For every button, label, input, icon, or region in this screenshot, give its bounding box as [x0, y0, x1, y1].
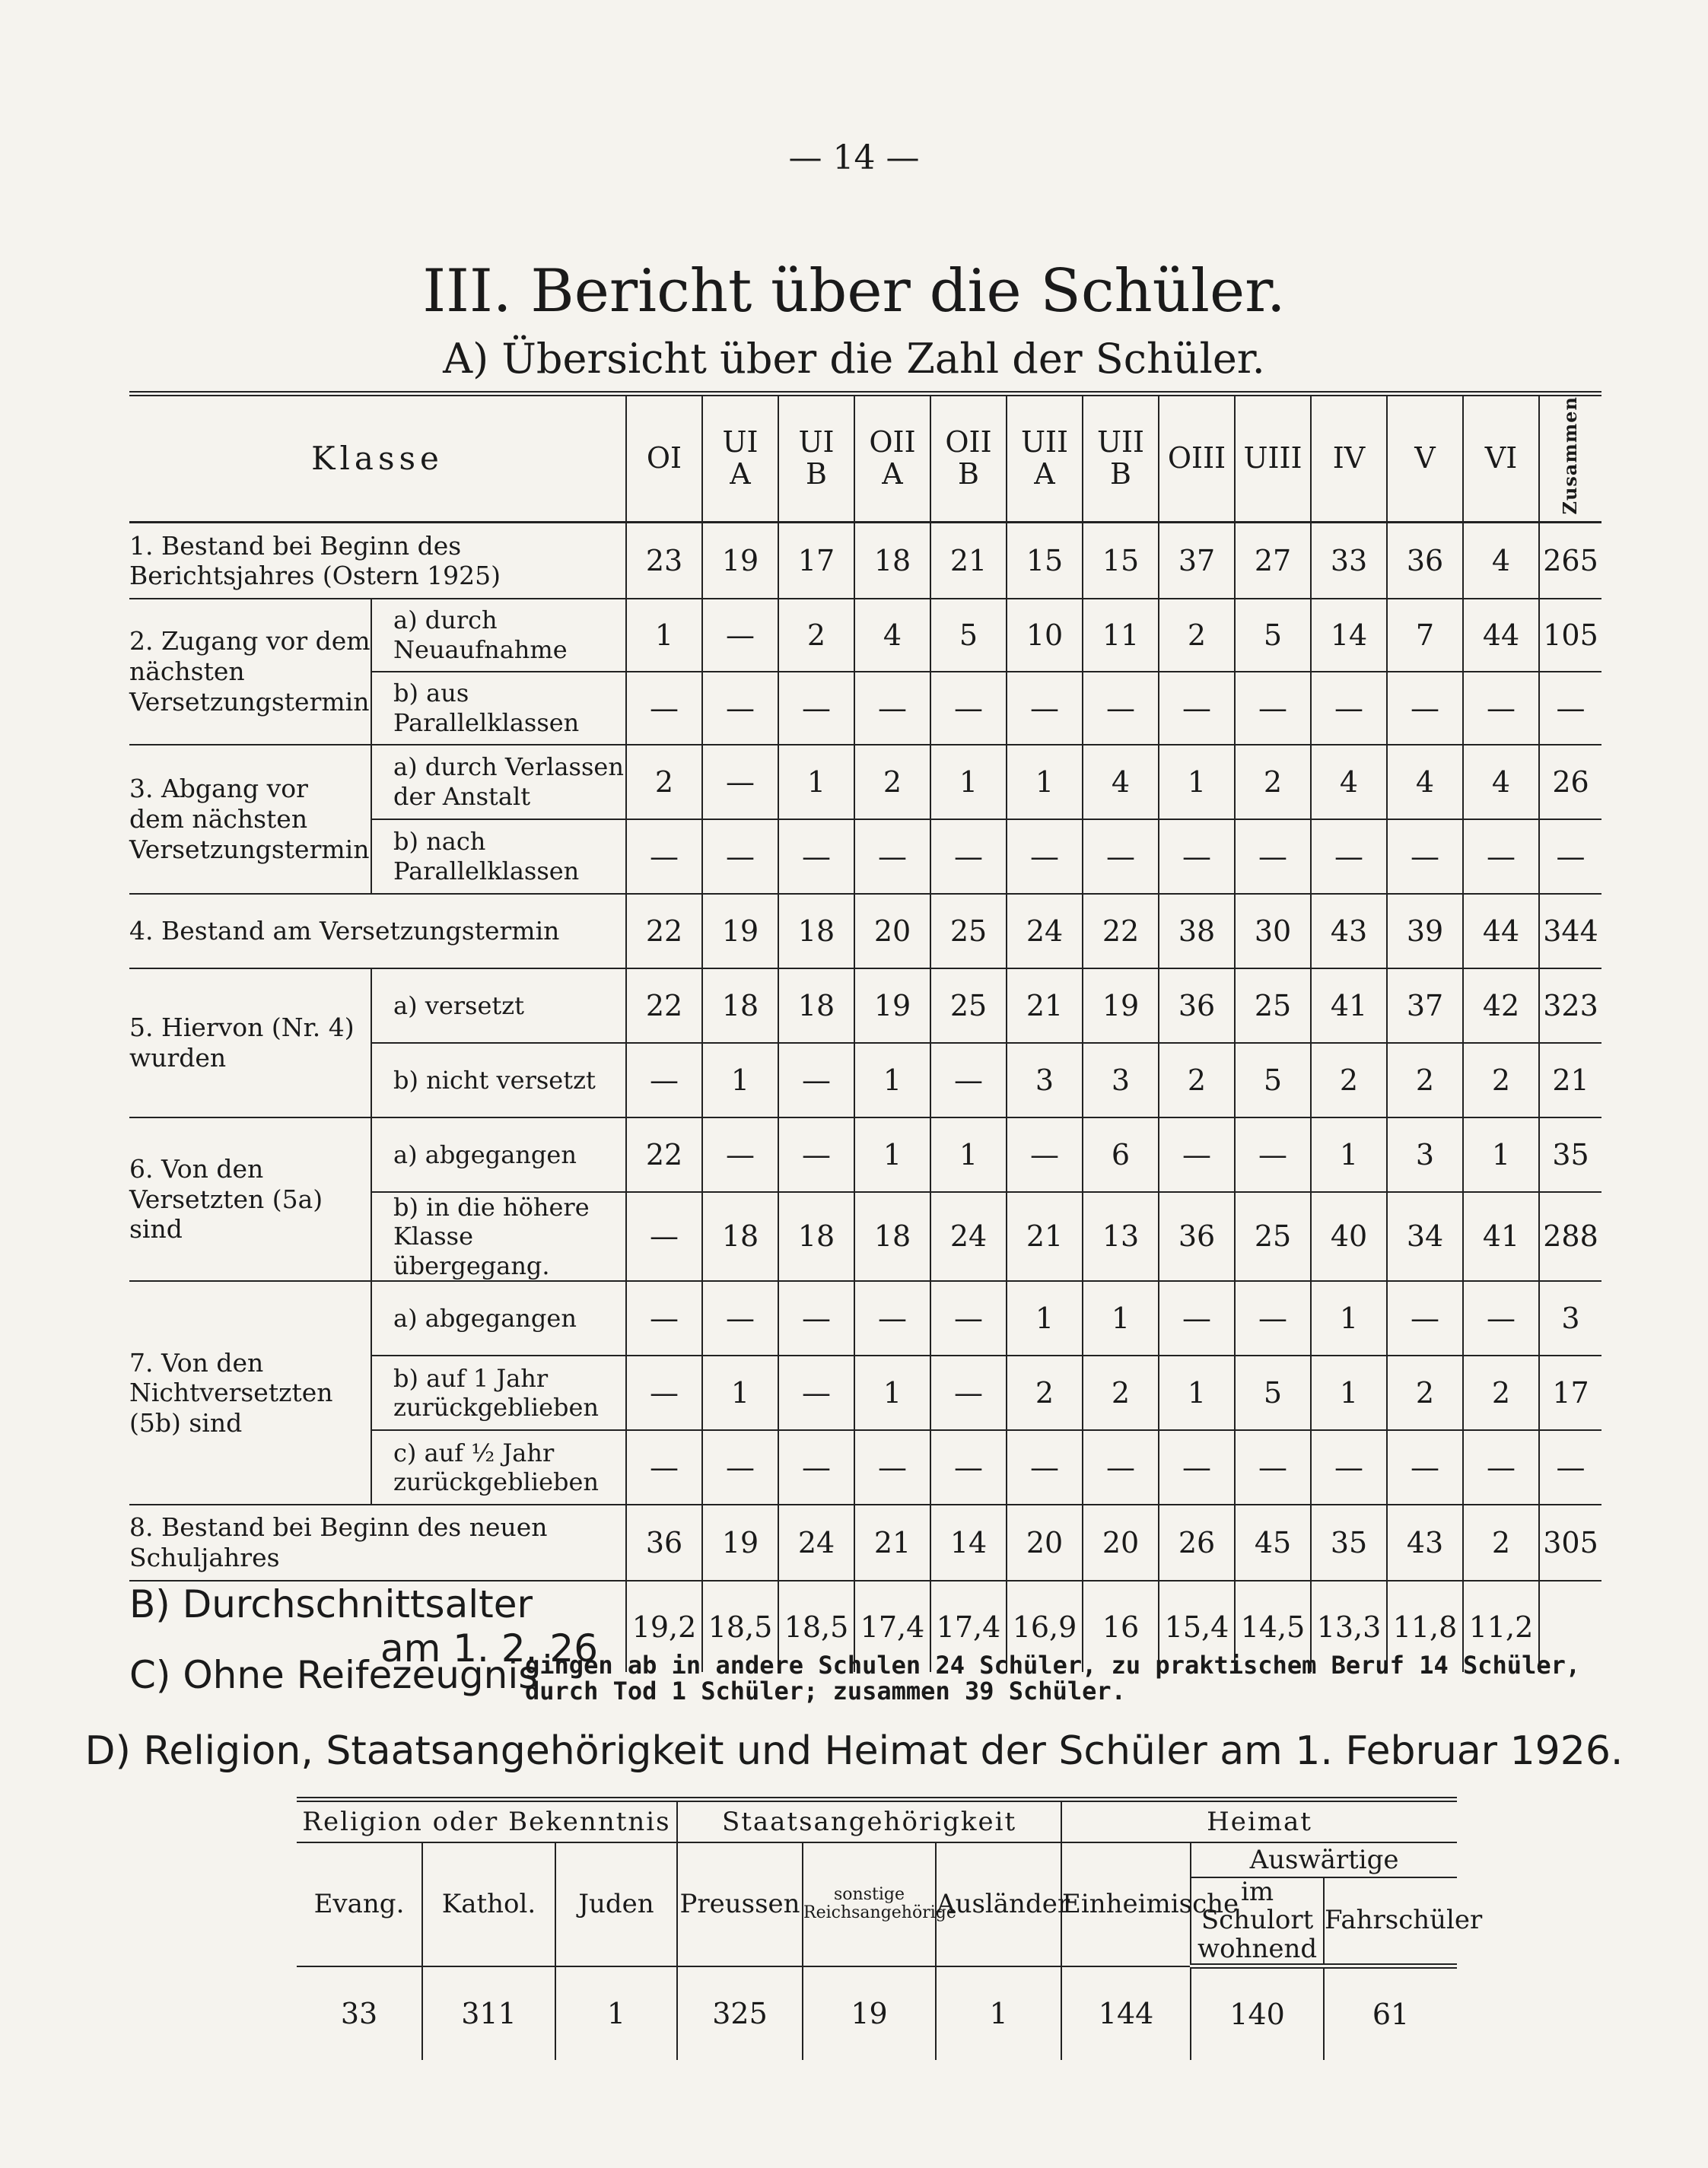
- value-cell: —: [626, 819, 702, 894]
- value-cell: 15: [1083, 523, 1159, 599]
- value-cell: 4: [1387, 745, 1463, 819]
- value-cell: 19: [702, 523, 778, 599]
- row-1: [129, 523, 1601, 599]
- value-cell: —: [626, 1043, 702, 1117]
- value-cell: —: [1539, 819, 1601, 894]
- section-c-label: C) Ohne Reifezeugnis: [129, 1653, 539, 1697]
- student-count-table: [129, 391, 1601, 1672]
- row-group-label: 5. Hiervon (Nr. 4) wurden: [129, 968, 371, 1117]
- value-cell: —: [702, 599, 778, 672]
- value-cell: —: [1007, 1117, 1083, 1192]
- value-cell: 33: [1311, 523, 1387, 599]
- header-juden: Juden: [555, 1842, 677, 1966]
- row-group-label: 7. Von den Nichtversetzten (5b) sind: [129, 1281, 371, 1505]
- value-cell: 18: [778, 894, 854, 968]
- value-cell: 23: [626, 523, 702, 599]
- value-cell: —: [1387, 1430, 1463, 1505]
- row-group-label: 3. Abgang vor dem nächsten Versetzungstermin: [129, 745, 371, 894]
- value-cell: 2: [1311, 1043, 1387, 1117]
- value-cell: —: [702, 1117, 778, 1192]
- value-cell: 1: [854, 1117, 930, 1192]
- value-cell: 4: [854, 599, 930, 672]
- value-cell: 1: [1311, 1281, 1387, 1356]
- value-cell: 42: [1463, 968, 1539, 1043]
- value-cell: 20: [1083, 1505, 1159, 1581]
- value-cell: —: [930, 819, 1007, 894]
- value-cell: —: [1311, 1430, 1387, 1505]
- value-cell: 22: [1083, 894, 1159, 968]
- value-cell: 2: [1387, 1043, 1463, 1117]
- value-cell: 1: [626, 599, 702, 672]
- value-cell: 105: [1539, 599, 1601, 672]
- section-c-text: gingen ab in andere Schulen 24 Schüler, zu praktischem Beruf 14 Schüler, durch Tod 1 Schüler; zusammen 39 Schüler.: [525, 1651, 1581, 1705]
- row-label: 1. Bestand bei Beginn des Berichtsjahres (Ostern 1925): [129, 523, 626, 599]
- value-cell: —: [1387, 1281, 1463, 1356]
- value-cell: 17,4: [854, 1581, 930, 1672]
- value-cell: 4: [1311, 745, 1387, 819]
- value-cell: 26: [1159, 1505, 1235, 1581]
- value-cell: —: [854, 672, 930, 745]
- row-label: 8. Bestand bei Beginn des neuen Schuljahres: [129, 1505, 626, 1581]
- value-cell: 3: [1007, 1043, 1083, 1117]
- value-cell: 2: [1083, 1356, 1159, 1430]
- value-cell: 19: [702, 894, 778, 968]
- value-cell: —: [1159, 1117, 1235, 1192]
- row-sub-label: a) durch Neuaufnahme: [371, 599, 626, 672]
- value-cell: 35: [1539, 1117, 1601, 1192]
- value-cell: —: [1007, 672, 1083, 745]
- col-header: OI: [626, 394, 702, 523]
- value-cell: 18: [778, 968, 854, 1043]
- value-cell: 41: [1463, 1192, 1539, 1281]
- header-evang: Evang.: [297, 1842, 422, 1966]
- value-cell: 10: [1007, 599, 1083, 672]
- value-cell: 38: [1159, 894, 1235, 968]
- value-cell: 40: [1311, 1192, 1387, 1281]
- average-age-label: B) Durchschnittsalter am 1. 2. 26: [129, 1582, 599, 1671]
- value-cell: 2: [1159, 599, 1235, 672]
- value-cell: 21: [930, 523, 1007, 599]
- value-cell: 37: [1159, 523, 1235, 599]
- value-cell: 20: [1007, 1505, 1083, 1581]
- value-cell: 2: [778, 599, 854, 672]
- value-cell: 17: [778, 523, 854, 599]
- row-sub-label: b) nach Parallelklassen: [371, 819, 626, 894]
- value-cell: 2: [1463, 1043, 1539, 1117]
- value-cell: —: [1235, 672, 1311, 745]
- value-cell: 36: [1387, 523, 1463, 599]
- value-cell: 18: [854, 523, 930, 599]
- value-cell: 27: [1235, 523, 1311, 599]
- value-cell: 22: [626, 894, 702, 968]
- value-auslaender: 1: [936, 1966, 1061, 2061]
- value-cell: —: [1539, 1430, 1601, 1505]
- row-4: [129, 894, 1601, 968]
- value-evang: 33: [340, 1996, 378, 2030]
- value-cell: 1: [1007, 745, 1083, 819]
- row-label: 4. Bestand am Versetzungstermin: [129, 894, 626, 968]
- value-cell: 18,5: [702, 1581, 778, 1672]
- row-sub-label: a) abgegangen: [371, 1281, 626, 1356]
- value-cell: 1: [1159, 1356, 1235, 1430]
- value-cell: 11,2: [1463, 1581, 1539, 1672]
- header-einheimische: Einheimische: [1061, 1842, 1191, 1966]
- value-juden: 1: [555, 1966, 677, 2061]
- value-cell: 1: [702, 1043, 778, 1117]
- value-cell: 5: [930, 599, 1007, 672]
- value-cell: 18: [702, 1192, 778, 1281]
- value-cell: 17: [1539, 1356, 1601, 1430]
- value-cell: 265: [1539, 523, 1601, 599]
- row-7a: [129, 1281, 1601, 1356]
- header-row: [129, 394, 1601, 523]
- value-cell: —: [778, 1043, 854, 1117]
- header-preussen: Preussen: [677, 1842, 803, 1966]
- value-cell: 41: [1311, 968, 1387, 1043]
- row-group-label: 6. Von den Versetzten (5a) sind: [129, 1117, 371, 1281]
- value-cell: 18: [854, 1192, 930, 1281]
- value-cell: 43: [1387, 1505, 1463, 1581]
- value-cell: 36: [1159, 1192, 1235, 1281]
- page-title: III. Bericht über die Schüler.: [422, 257, 1286, 326]
- value-cell: 25: [930, 894, 1007, 968]
- value-cell: —: [626, 1356, 702, 1430]
- staat-group-header: Staatsangehörigkeit: [677, 1800, 1061, 1843]
- header-auswaertige: Auswärtige: [1191, 1842, 1457, 1877]
- value-cell: 7: [1387, 599, 1463, 672]
- value-cell: 45: [1235, 1505, 1311, 1581]
- value-cell: 18: [702, 968, 778, 1043]
- value-cell: —: [1007, 1430, 1083, 1505]
- value-cell: 5: [1235, 599, 1311, 672]
- value-cell: 19: [1083, 968, 1159, 1043]
- value-cell: 21: [1007, 968, 1083, 1043]
- row-sub-label: a) durch Verlassen der Anstalt: [371, 745, 626, 819]
- value-cell: 2: [1463, 1356, 1539, 1430]
- value-cell: 1: [1083, 1281, 1159, 1356]
- value-cell: 4: [1463, 523, 1539, 599]
- value-cell: —: [702, 1281, 778, 1356]
- value-cell: 2: [626, 745, 702, 819]
- row-5a: [129, 968, 1601, 1043]
- value-cell: 5: [1235, 1356, 1311, 1430]
- header-fahrschueler: Fahrschüler: [1324, 1877, 1457, 1966]
- value-cell: 20: [854, 894, 930, 968]
- row-sub-label: a) versetzt: [371, 968, 626, 1043]
- value-cell: —: [1083, 672, 1159, 745]
- value-cell: 1: [1311, 1356, 1387, 1430]
- value-cell: 25: [930, 968, 1007, 1043]
- col-header: OIII: [1159, 394, 1235, 523]
- value-cell: —: [1463, 1281, 1539, 1356]
- value-cell: 21: [1539, 1043, 1601, 1117]
- header-sonstige: sonstige Reichsangehörige: [803, 1842, 936, 1966]
- value-cell: —: [1539, 672, 1601, 745]
- value-cell: —: [702, 819, 778, 894]
- value-cell: 19: [854, 968, 930, 1043]
- value-cell: 14: [1311, 599, 1387, 672]
- value-cell: 22: [626, 968, 702, 1043]
- value-cell: 14: [930, 1505, 1007, 1581]
- value-cell: —: [702, 1430, 778, 1505]
- row-sub-label: b) auf 1 Jahr zurückgeblieben: [371, 1356, 626, 1430]
- value-cell: 19,2: [626, 1581, 702, 1672]
- value-cell: —: [778, 1281, 854, 1356]
- value-cell: —: [626, 672, 702, 745]
- value-einheimische: 144: [1061, 1966, 1191, 2061]
- value-cell: —: [854, 819, 930, 894]
- total-header: Zusammen: [1539, 394, 1601, 523]
- value-cell: 24: [930, 1192, 1007, 1281]
- value-sonstige: 19: [803, 1966, 936, 2061]
- value-cell: —: [702, 745, 778, 819]
- religion-table: [297, 1797, 1483, 2060]
- value-cell: —: [702, 672, 778, 745]
- value-cell: 1: [1159, 745, 1235, 819]
- value-cell: —: [1387, 819, 1463, 894]
- col-header: VI: [1463, 394, 1539, 523]
- value-cell: —: [1235, 819, 1311, 894]
- value-cell: —: [930, 1356, 1007, 1430]
- value-cell: —: [626, 1192, 702, 1281]
- value-cell: —: [930, 1043, 1007, 1117]
- value-cell: 24: [778, 1505, 854, 1581]
- value-cell: —: [854, 1430, 930, 1505]
- value-cell: 3: [1387, 1117, 1463, 1192]
- value-cell: 21: [1007, 1192, 1083, 1281]
- value-cell: 1: [702, 1356, 778, 1430]
- col-header: UI A: [702, 394, 778, 523]
- value-cell: 2: [1387, 1356, 1463, 1430]
- value-cell: 22: [626, 1117, 702, 1192]
- value-cell: —: [1235, 1117, 1311, 1192]
- religion-group-header: Religion oder Bekenntnis: [297, 1800, 677, 1843]
- value-cell: 4: [1463, 745, 1539, 819]
- value-cell: 1: [930, 1117, 1007, 1192]
- value-cell: 2: [1007, 1356, 1083, 1430]
- value-cell: 11,8: [1387, 1581, 1463, 1672]
- section-d-title: D) Religion, Staatsangehörigkeit und Heimat der Schüler am 1. Februar 1926.: [84, 1728, 1624, 1774]
- value-cell: 5: [1235, 1043, 1311, 1117]
- value-cell: —: [1311, 819, 1387, 894]
- col-header: IV: [1311, 394, 1387, 523]
- value-cell: 36: [1159, 968, 1235, 1043]
- value-cell: 18: [778, 1192, 854, 1281]
- value-cell: —: [778, 819, 854, 894]
- page-number: — 14 —: [788, 138, 920, 177]
- value-im-schulort: 140: [1191, 1966, 1324, 2061]
- value-cell: 1: [778, 745, 854, 819]
- value-cell: 15,4: [1159, 1581, 1235, 1672]
- value-cell: 34: [1387, 1192, 1463, 1281]
- value-cell: 3: [1539, 1281, 1601, 1356]
- row-sub-label: b) nicht versetzt: [371, 1043, 626, 1117]
- value-cell: —: [626, 1430, 702, 1505]
- value-cell: —: [930, 1430, 1007, 1505]
- value-cell: 1: [1311, 1117, 1387, 1192]
- value-cell: —: [1463, 672, 1539, 745]
- value-cell: —: [626, 1281, 702, 1356]
- value-cell: —: [1235, 1430, 1311, 1505]
- value-cell: —: [1159, 1430, 1235, 1505]
- value-cell: 2: [1159, 1043, 1235, 1117]
- value-cell: 44: [1463, 894, 1539, 968]
- value-cell: 17,4: [930, 1581, 1007, 1672]
- value-cell: 25: [1235, 1192, 1311, 1281]
- value-cell: 323: [1539, 968, 1601, 1043]
- value-cell: 19: [702, 1505, 778, 1581]
- value-cell: 13: [1083, 1192, 1159, 1281]
- value-cell: 4: [1083, 745, 1159, 819]
- value-cell: 39: [1387, 894, 1463, 968]
- header-im-schulort: im Schulort wohnend: [1191, 1877, 1324, 1966]
- heimat-group-header: Heimat: [1061, 1800, 1457, 1843]
- value-cell: —: [1083, 1430, 1159, 1505]
- row-sub-label: c) auf ½ Jahr zurückgeblieben: [371, 1430, 626, 1505]
- value-cell: —: [1235, 1281, 1311, 1356]
- col-header: UIII: [1235, 394, 1311, 523]
- value-cell: 21: [854, 1505, 930, 1581]
- section-a-title: A) Übersicht über die Zahl der Schüler.: [443, 335, 1265, 383]
- value-cell: —: [1463, 1430, 1539, 1505]
- value-cell: —: [1007, 819, 1083, 894]
- value-cell: 24: [1007, 894, 1083, 968]
- value-cell: —: [778, 1356, 854, 1430]
- row-2a: [129, 599, 1601, 672]
- col-header: UI B: [778, 394, 854, 523]
- value-cell: —: [854, 1281, 930, 1356]
- value-fahrschueler: 61: [1324, 1966, 1457, 2061]
- value-cell: 16,9: [1007, 1581, 1083, 1672]
- value-cell: 6: [1083, 1117, 1159, 1192]
- value-cell: 288: [1539, 1192, 1601, 1281]
- value-cell: —: [1159, 819, 1235, 894]
- value-cell: 26: [1539, 745, 1601, 819]
- row-sub-label: b) in die höhere Klasse übergegang.: [371, 1192, 626, 1281]
- value-cell: 37: [1387, 968, 1463, 1043]
- value-cell: 43: [1311, 894, 1387, 968]
- value-cell: 2: [854, 745, 930, 819]
- row-group-label: 2. Zugang vor dem nächsten Versetzungstermin: [129, 599, 371, 745]
- value-cell: —: [778, 672, 854, 745]
- value-cell: —: [778, 1430, 854, 1505]
- value-cell: 1: [1007, 1281, 1083, 1356]
- value-cell: 2: [1235, 745, 1311, 819]
- value-cell: 305: [1539, 1505, 1601, 1581]
- value-cell: —: [930, 672, 1007, 745]
- klasse-header: Klasse: [129, 394, 626, 523]
- value-cell: 1: [930, 745, 1007, 819]
- value-cell: —: [1159, 672, 1235, 745]
- value-cell: 14,5: [1235, 1581, 1311, 1672]
- value-kathol: 311: [422, 1966, 555, 2061]
- value-cell: 35: [1311, 1505, 1387, 1581]
- value-cell: 13,3: [1311, 1581, 1387, 1672]
- col-header: OII B: [930, 394, 1007, 523]
- value-cell: 344: [1539, 894, 1601, 968]
- row-6a: [129, 1117, 1601, 1192]
- value-cell: —: [1387, 672, 1463, 745]
- row-sub-label: a) abgegangen: [371, 1117, 626, 1192]
- value-cell: —: [778, 1117, 854, 1192]
- value-cell: 25: [1235, 968, 1311, 1043]
- col-header: UII A: [1007, 394, 1083, 523]
- col-header: V: [1387, 394, 1463, 523]
- value-cell: —: [1083, 819, 1159, 894]
- value-cell: 18,5: [778, 1581, 854, 1672]
- value-cell: 1: [1463, 1117, 1539, 1192]
- value-cell: —: [1463, 819, 1539, 894]
- col-header: UII B: [1083, 394, 1159, 523]
- row-8: [129, 1505, 1601, 1581]
- value-cell: —: [930, 1281, 1007, 1356]
- value-cell: 30: [1235, 894, 1311, 968]
- value-cell: 1: [854, 1043, 930, 1117]
- row-3a: [129, 745, 1601, 819]
- value-cell: 3: [1083, 1043, 1159, 1117]
- row-sub-label: b) aus Parallelklassen: [371, 672, 626, 745]
- header-kathol: Kathol.: [422, 1842, 555, 1966]
- header-auslaender: Ausländer: [936, 1842, 1061, 1966]
- value-cell: 16: [1083, 1581, 1159, 1672]
- value-cell: 15: [1007, 523, 1083, 599]
- value-cell: —: [1311, 672, 1387, 745]
- value-cell: 2: [1463, 1505, 1539, 1581]
- value-cell: 44: [1463, 599, 1539, 672]
- value-cell: 36: [626, 1505, 702, 1581]
- col-header: OII A: [854, 394, 930, 523]
- value-preussen: 325: [677, 1966, 803, 2061]
- value-cell: 1: [854, 1356, 930, 1430]
- value-cell: —: [1159, 1281, 1235, 1356]
- value-cell: 11: [1083, 599, 1159, 672]
